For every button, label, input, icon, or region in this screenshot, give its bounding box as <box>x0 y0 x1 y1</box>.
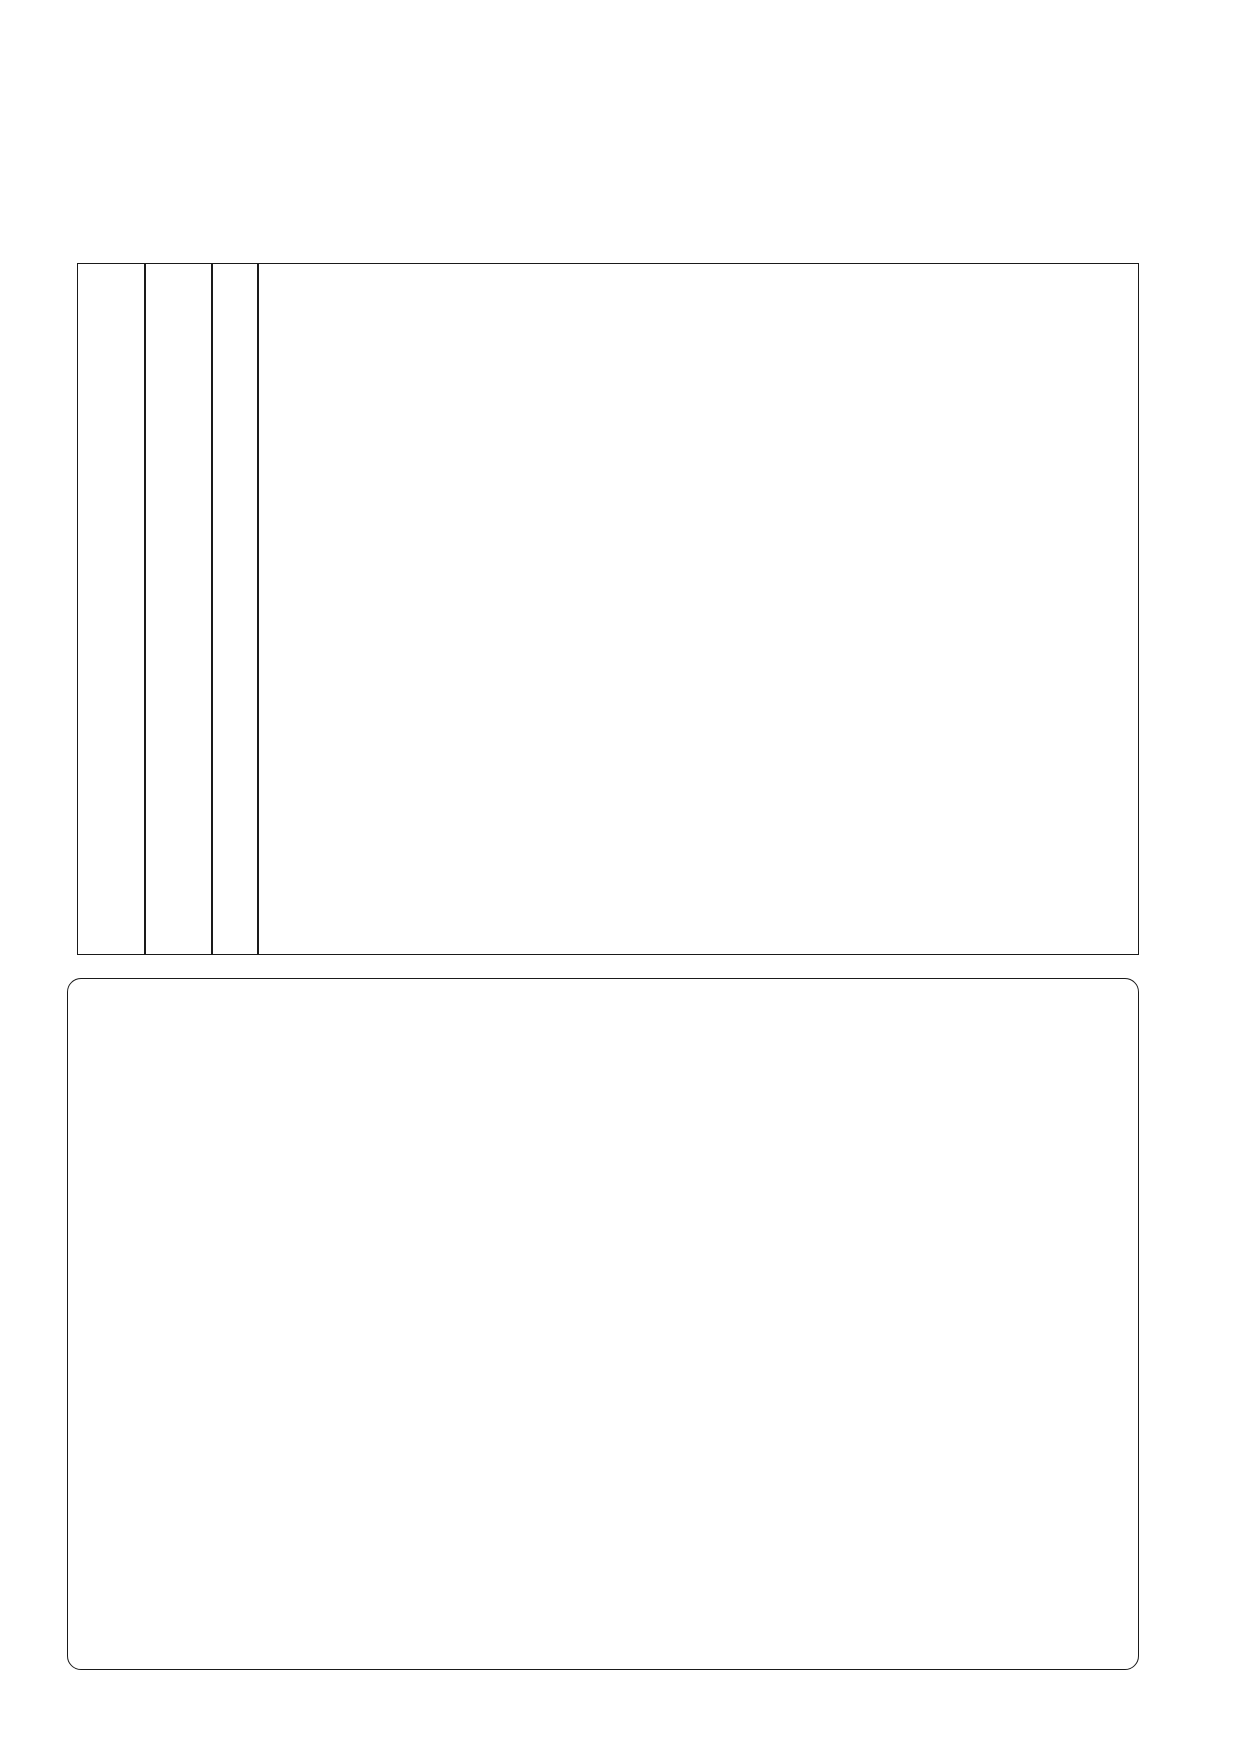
column-divider <box>144 264 146 954</box>
schedule-table <box>77 263 1139 955</box>
notices-box <box>67 978 1139 1670</box>
column-divider <box>257 264 259 954</box>
column-divider <box>211 264 213 954</box>
